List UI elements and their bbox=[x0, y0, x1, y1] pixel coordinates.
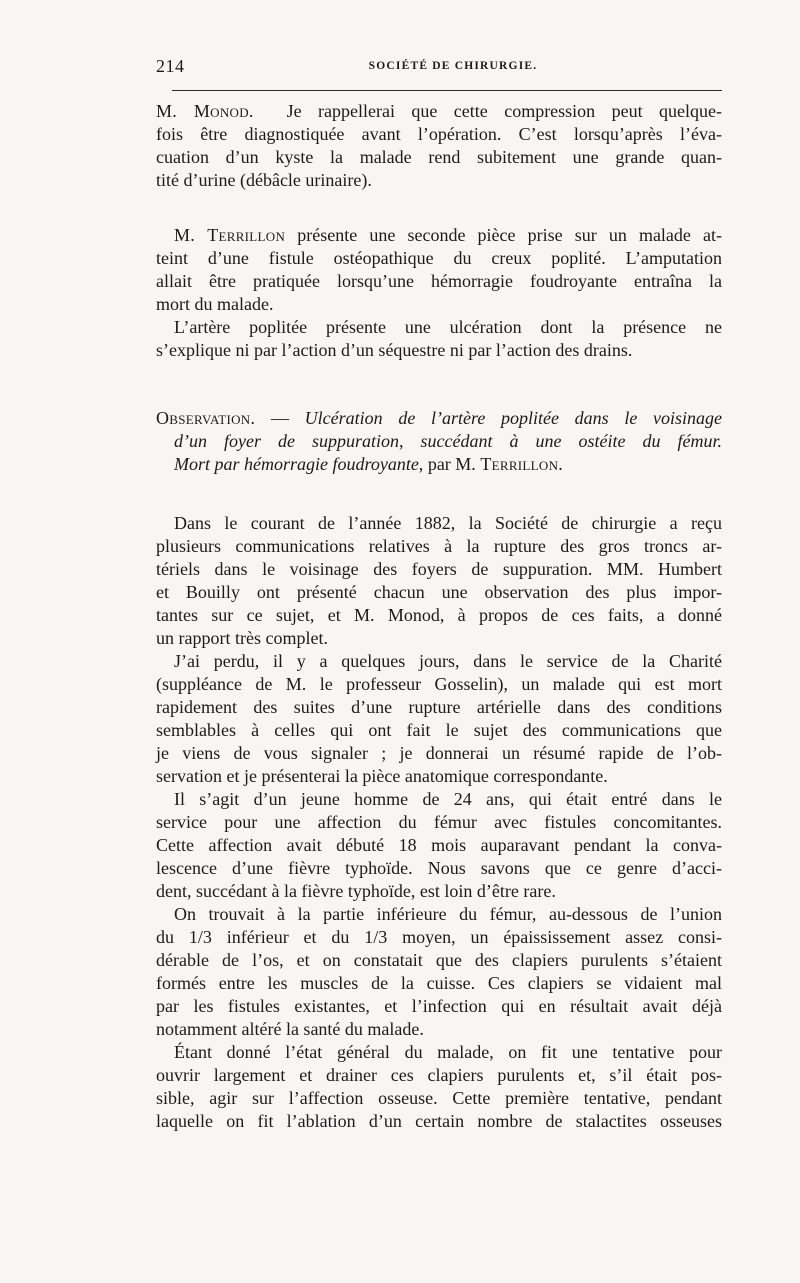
speaker-name: M. Terrillon bbox=[174, 225, 286, 245]
terrillon-remark bbox=[156, 224, 722, 362]
text-line: service pour une affection du fémur avec fistules concomitantes. bbox=[156, 812, 722, 832]
body-text bbox=[156, 512, 722, 1133]
text-line: Étant donné l’état général du malade, on fit une tentative pour bbox=[174, 1042, 722, 1062]
text-line: tantes sur ce sujet, et M. Monod, à propos de ces faits, a donné bbox=[156, 605, 722, 625]
text-line bbox=[156, 224, 722, 247]
text-line: Je rappellerai que cette compression peut quelque- bbox=[286, 101, 723, 121]
observation-label: Observation. bbox=[156, 408, 256, 428]
text-line: Dans le courant de l’année 1882, la Société de chirurgie a reçu bbox=[174, 513, 722, 533]
text-line: dent, succédant à la fièvre typhoïde, est loin d’être rare. bbox=[156, 881, 556, 901]
text-line: ouvrir largement et drainer ces clapiers purulents et, s’il était pos- bbox=[156, 1065, 722, 1085]
text-line bbox=[156, 407, 722, 430]
text-line: sible, agir sur l’affection osseuse. Cette première tentative, pendant bbox=[156, 1088, 722, 1108]
text-line: plusieurs communications relatives à la rupture des gros troncs ar- bbox=[156, 536, 722, 556]
text-line: tité d’urine (débâcle urinaire). bbox=[156, 170, 372, 190]
text-line: Il s’agit d’un jeune homme de 24 ans, qui était entré dans le bbox=[174, 789, 722, 809]
text-line: Cette affection avait débuté 18 mois auparavant pendant la conva- bbox=[156, 835, 722, 855]
text-line: présente une seconde pièce prise sur un malade at- bbox=[297, 225, 723, 245]
text-line: par les fistules existantes, et l’infection qui en résultait avait déjà bbox=[156, 996, 722, 1016]
text-line: L’artère poplitée présente une ulcération dont la présence ne bbox=[174, 317, 722, 337]
text-line: J’ai perdu, il y a quelques jours, dans le service de la Charité bbox=[174, 651, 722, 671]
observation-title: Mort par hémorragie foudroyante, bbox=[174, 454, 424, 474]
author-prefix: par M. bbox=[423, 454, 481, 474]
author-name: Terrillon. bbox=[480, 454, 564, 474]
text-line bbox=[156, 453, 722, 476]
text-line: je viens de vous signaler ; je donnerai un résumé rapide de l’ob- bbox=[156, 743, 722, 763]
observation-heading bbox=[156, 407, 722, 476]
text-line: On trouvait à la partie inférieure du fémur, au-dessous de l’union bbox=[174, 904, 722, 924]
text-line bbox=[156, 100, 722, 123]
text-line: mort du malade. bbox=[156, 294, 274, 314]
observation-title: d’un foyer de suppuration, succédant à une ostéite du fémur. bbox=[174, 431, 722, 451]
text-line: rapidement des suites d’une rupture artérielle dans des conditions bbox=[156, 697, 722, 717]
speaker-name: M. Monod. bbox=[156, 101, 254, 121]
page-number: 214 bbox=[156, 56, 185, 76]
text-line: allait être pratiquée lorsqu’une hémorragie foudroyante entraîna la bbox=[156, 271, 722, 291]
em-dash: — bbox=[255, 408, 305, 428]
text-line: un rapport très complet. bbox=[156, 628, 328, 648]
header-rule bbox=[172, 90, 722, 91]
text-line: semblables à celles qui ont fait le sujet des communications que bbox=[156, 720, 722, 740]
observation-title: Ulcération de l’artère poplitée dans le voisinage bbox=[304, 408, 722, 428]
text-line: dérable de l’os, et on constatait que des clapiers purulents s’étaient bbox=[156, 950, 722, 970]
text-line: teint d’une fistule ostéopathique du creux poplité. L’amputation bbox=[156, 248, 722, 268]
text-line: du 1/3 inférieur et du 1/3 moyen, un épaississement assez consi- bbox=[156, 927, 722, 947]
monod-remark bbox=[156, 100, 722, 192]
text-line: fois être diagnostiquée avant l’opération. C’est lorsqu’après l’éva- bbox=[156, 124, 722, 144]
text-line: (suppléance de M. le professeur Gosselin), un malade qui est mort bbox=[156, 674, 722, 694]
text-line: et Bouilly ont présenté chacun une observation des plus impor- bbox=[156, 582, 722, 602]
text-line: cuation d’un kyste la malade rend subitement une grande quan- bbox=[156, 147, 722, 167]
text-line: servation et je présenterai la pièce anatomique correspondante. bbox=[156, 766, 608, 786]
text-line: tériels dans le voisinage des foyers de suppuration. MM. Humbert bbox=[156, 559, 722, 579]
page-header bbox=[156, 56, 722, 86]
text-line bbox=[156, 430, 722, 453]
text-line: laquelle on fit l’ablation d’un certain nombre de stalactites osseuses bbox=[156, 1111, 722, 1131]
text-line: notamment altéré la santé du malade. bbox=[156, 1019, 424, 1039]
text-line: lescence d’une fièvre typhoïde. Nous savons que ce genre d’acci- bbox=[156, 858, 722, 878]
text-line: formés entre les muscles de la cuisse. Ces clapiers se vidaient mal bbox=[156, 973, 722, 993]
running-title: SOCIÉTÉ DE CHIRURGIE. bbox=[368, 60, 538, 72]
text-line: s’explique ni par l’action d’un séquestre ni par l’action des drains. bbox=[156, 340, 633, 360]
